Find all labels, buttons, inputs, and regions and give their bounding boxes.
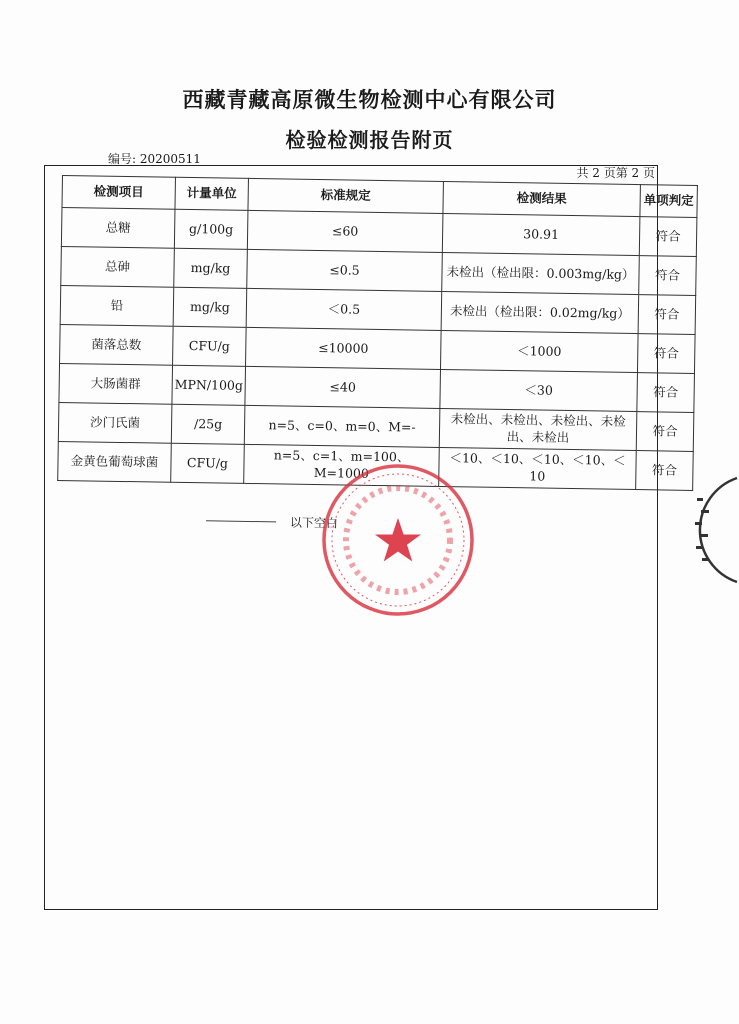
- cell-standard: n=5、c=1、m=100、M=1000: [244, 444, 440, 486]
- cell-unit: CFU/g: [173, 326, 247, 366]
- cell-standard: ≤40: [245, 366, 441, 408]
- header-result: 检测结果: [443, 181, 640, 216]
- cell-judgement: 符合: [639, 256, 697, 296]
- cell-unit: g/100g: [174, 209, 248, 249]
- header-unit: 计量单位: [175, 177, 248, 210]
- cell-result: ＜30: [440, 369, 638, 411]
- cell-unit: mg/kg: [174, 248, 248, 288]
- cell-result: 未检出、未检出、未检出、未检出、未检出: [439, 408, 637, 450]
- cell-result: ＜10、＜10、＜10、＜10、＜10: [439, 447, 637, 489]
- cell-unit: CFU/g: [171, 443, 245, 483]
- cell-judgement: 符合: [636, 451, 694, 491]
- company-name: 西藏青藏高原微生物检测中心有限公司: [182, 88, 557, 112]
- cell-unit: /25g: [171, 404, 245, 444]
- cell-standard: ≤60: [247, 210, 443, 252]
- cell-standard: n=5、c=0、m=0、M=-: [244, 405, 440, 447]
- cell-result: 未检出（检出限：0.02mg/kg）: [441, 291, 639, 333]
- cell-result: 未检出（检出限：0.003mg/kg）: [442, 252, 640, 294]
- cell-judgement: 符合: [637, 373, 695, 413]
- header-item: 检测项目: [62, 176, 175, 210]
- header-standard: 标准规定: [248, 178, 443, 213]
- cell-item: 总糖: [61, 208, 175, 249]
- cell-judgement: 符合: [636, 412, 694, 452]
- cell-result: 30.91: [442, 213, 640, 255]
- cell-standard: ≤0.5: [247, 249, 443, 291]
- cell-item: 铅: [60, 285, 174, 326]
- cell-judgement: 符合: [638, 295, 696, 335]
- cell-judgement: 符合: [637, 334, 695, 374]
- results-table: [57, 175, 698, 491]
- blank-marker: 以下空白: [289, 515, 339, 531]
- cell-standard: ＜0.5: [246, 288, 442, 330]
- cell-judgement: 符合: [639, 217, 697, 257]
- page-info: 共 2 页第 2 页: [576, 166, 655, 180]
- header-judgement: 单项判定: [640, 185, 697, 218]
- cell-standard: ≤10000: [246, 327, 442, 369]
- cell-result: ＜1000: [440, 330, 638, 372]
- report-number: 编号: 20200511: [108, 152, 201, 166]
- cell-item: 总砷: [61, 246, 175, 287]
- cell-unit: MPN/100g: [172, 365, 246, 405]
- cell-item: 大肠菌群: [59, 363, 173, 404]
- cell-item: 菌落总数: [60, 324, 174, 365]
- cell-item: 金黄色葡萄球菌: [58, 441, 172, 482]
- cell-unit: mg/kg: [173, 287, 247, 327]
- cell-item: 沙门氏菌: [58, 402, 172, 443]
- report-title: 检验检测报告附页: [285, 128, 454, 152]
